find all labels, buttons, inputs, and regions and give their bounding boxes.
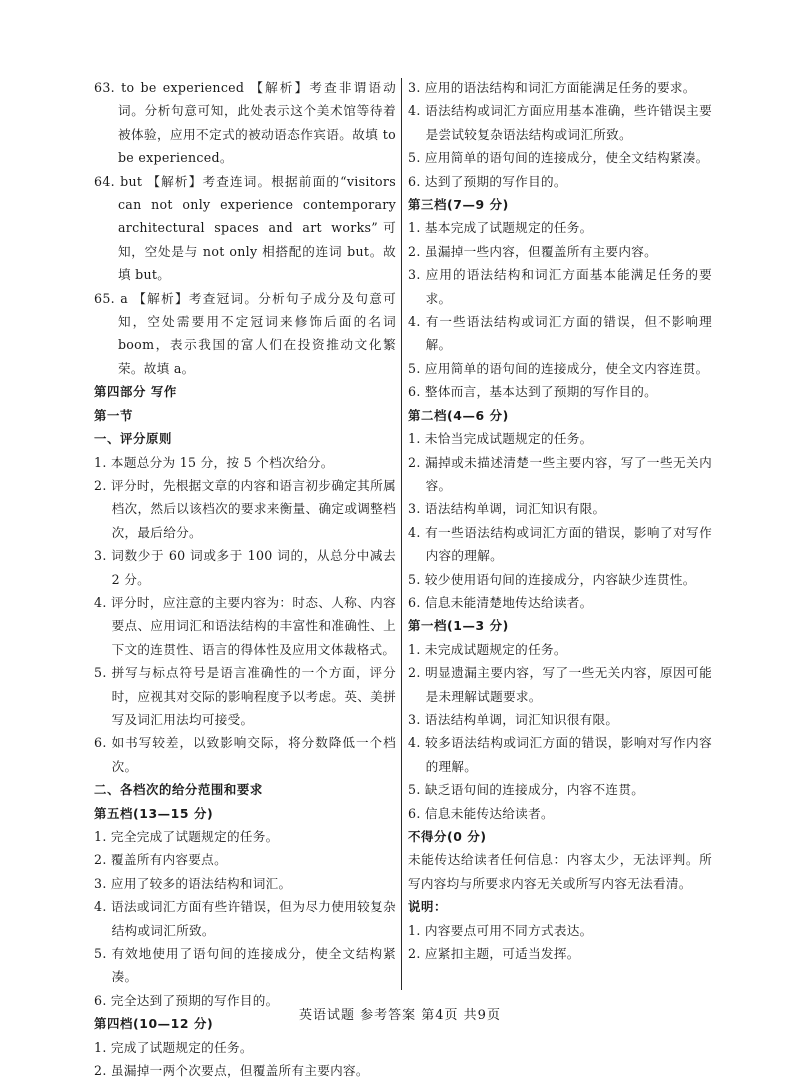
tier1-item: 1. 未完成试题规定的任务。 [408,641,567,657]
tier1-item: 6. 信息未能传达给读者。 [408,805,554,821]
tier5-item: 6. 完全达到了预期的写作目的。 [94,992,279,1008]
tier1-item: 5. 缺乏语句间的连接成分，内容不连贯。 [408,782,645,798]
tier5-item: 4. 语法或词汇方面有些许错误，但为尽力使用较复杂结构或词汇所致。 [94,899,396,938]
principles-title: 一、评分原则 [94,431,172,447]
tier3-item: 6. 整体而言，基本达到了预期的写作目的。 [408,384,658,400]
tier2-item: 3. 语法结构单调，词汇知识有限。 [408,501,606,517]
part-title: 第四部分 写作 [94,384,177,400]
tier1-item: 2. 明显遗漏主要内容，写了一些无关内容，原因可能是未理解试题要求。 [408,665,712,704]
tier5-item: 3. 应用了较多的语法结构和词汇。 [94,875,292,891]
tier3-item: 1. 基本完成了试题规定的任务。 [408,220,593,236]
tier4-item: 3. 应用的语法结构和词汇方面能满足任务的要求。 [408,80,696,95]
tier4-item: 4. 语法结构或词汇方面应用基本准确，些许错误主要是尝试较复杂语法结构或词汇所致。 [408,103,712,142]
notes-title: 说明： [408,899,447,915]
principle-item: 3. 词数少于 60 词或多于 100 词的，从总分中减去 2 分。 [94,548,396,587]
tier1-item: 4. 较多语法结构或词汇方面的错误，影响对写作内容的理解。 [408,735,712,774]
tier5-item: 1. 完全完成了试题规定的任务。 [94,829,279,844]
principle-item: 6. 如书写较差，以致影响交际，将分数降低一个档次。 [94,735,396,774]
tier4-item: 6. 达到了预期的写作目的。 [408,173,567,189]
tier2-item: 5. 较少使用语句间的连接成分，内容缺少连贯性。 [408,571,696,587]
page-footer: 英语试题 参考答案 第4页 共9页 [299,1008,501,1023]
tier0-title: 不得分(0 分) [408,829,487,844]
principle-item: 1. 本题总分为 15 分，按 5 个档次给分。 [94,454,334,470]
tier3-title: 第三档(7—9 分) [408,197,509,213]
principle-item: 2. 评分时，先根据文章的内容和语言初步确定其所属档次，然后以该档次的要求来衡量、确定或调整档次，最后给分。 [94,477,396,540]
principle-item: 4. 评分时，应注意的主要内容为：时态、人称、内容要点、应用词汇和语法结构的丰富性和准确性、上下文的连贯性、语言的得体性及应用文体裁格式。 [94,594,396,657]
right-column [408,76,712,965]
answer-64: 64. but 【解析】考查连词。根据前面的“visitors can not only experience contemporary architectural spaces and art works”可知，空处是与 not only 相搭配的连词 but。故填 but。 [94,173,396,283]
tier2-item: 6. 信息未能清楚地传达给读者。 [408,594,593,610]
tier1-item: 3. 语法结构单调，词汇知识很有限。 [408,711,619,727]
tier5-item: 2. 覆盖所有内容要点。 [94,852,227,868]
tier3-item: 3. 应用的语法结构和词汇方面基本能满足任务的要求。 [408,267,712,306]
tier1-title: 第一档(1—3 分) [408,618,509,634]
note-item: 2. 应紧扣主题，可适当发挥。 [408,946,580,962]
answer-65: 65. a 【解析】考查冠词。分析句子成分及句意可知，空处需要用不定冠词来修饰后面的名词boom，表示我国的富人们在投资推动文化繁荣。故填 a。 [94,290,396,376]
section-title: 第一节 [94,407,133,423]
tier2-item: 1. 未恰当完成试题规定的任务。 [408,431,593,447]
ranges-title: 二、各档次的给分范围和要求 [94,782,263,798]
principle-item: 5. 拼写与标点符号是语言准确性的一个方面，评分时，应视其对交际的影响程度予以考虑。英、美拼写及词汇用法均可接受。 [94,665,396,727]
note-item: 1. 内容要点可用不同方式表达。 [408,922,593,938]
tier0-text: 未能传达给读者任何信息：内容太少，无法评判。所写内容均与所要求内容无关或所写内容无法看清。 [408,852,712,891]
tier4-item: 1. 完成了试题规定的任务。 [94,1039,253,1055]
tier2-title: 第二档(4—6 分) [408,407,509,423]
tier3-item: 5. 应用简单的语句间的连接成分，使全文内容连贯。 [408,360,709,376]
answer-63: 63. to be experienced 【解析】考查非谓语动词。分析句意可知，此处表示这个美术馆等待着被体验，应用不定式的被动语态作宾语。故填 to be experienced。 [94,80,396,166]
tier2-item: 2. 漏掉或未描述清楚一些主要内容，写了一些无关内容。 [408,454,712,493]
column-divider [401,78,402,990]
left-column [94,76,396,1082]
tier3-item: 2. 虽漏掉一些内容，但覆盖所有主要内容。 [408,243,658,259]
tier4-item: 5. 应用简单的语句间的连接成分，使全文结构紧凑。 [408,150,709,166]
tier2-item: 4. 有一些语法结构或词汇方面的错误，影响了对写作内容的理解。 [408,524,712,564]
tier4-item: 2. 虽漏掉一两个次要点，但覆盖所有主要内容。 [94,1063,369,1079]
tier5-title: 第五档(13—15 分) [94,805,214,821]
tier3-item: 4. 有一些语法结构或词汇方面的错误，但不影响理解。 [408,314,712,353]
tier5-item: 5. 有效地使用了语句间的连接成分，使全文结构紧凑。 [94,946,396,985]
tier4-title: 第四档(10—12 分) [94,1016,214,1032]
